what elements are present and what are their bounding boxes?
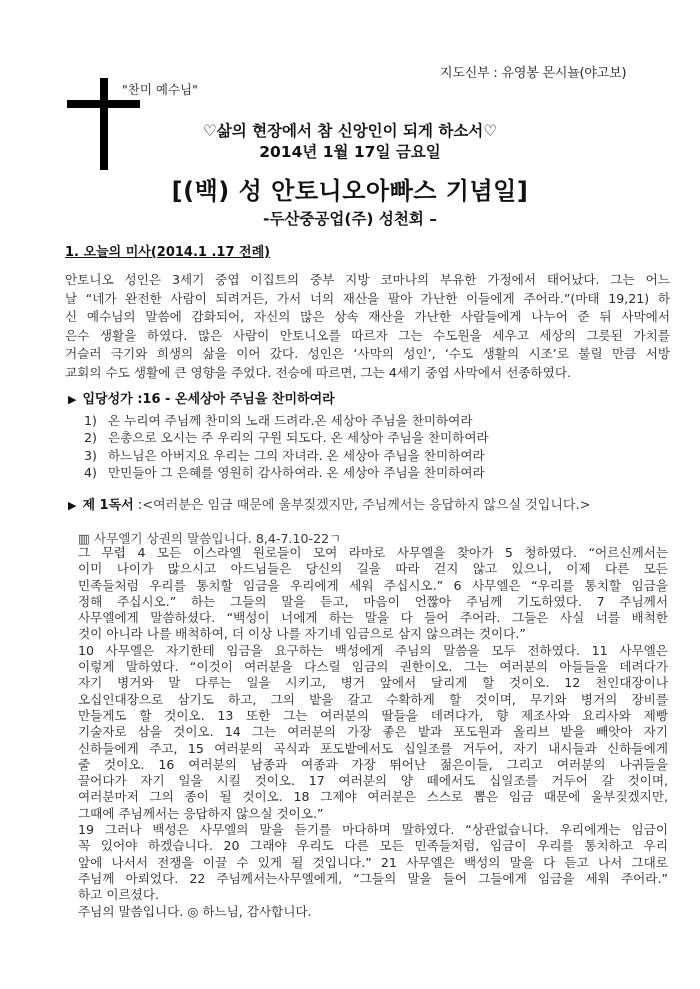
hymn-verse: [84, 429, 489, 446]
verse-text: 은총으로 오시는 주 우리의 구원 되도다. 온 세상아 주님을 찬미하여라: [108, 430, 489, 446]
reading-line: 사무엘에게 말씀하셨다. “백성이 너에게 하는 말을 다 들어 주어라. 그들은 사실 너를 배척한: [78, 610, 668, 626]
reading-line: 것이 아니라 나를 배척하여, 더 이상 나를 자기네 임금으로 삼지 않으려는 것이다.”: [78, 626, 526, 642]
reading-line: 그때에 주님께서는 응답하지 않으실 것이오.”: [78, 805, 324, 821]
reading-line: 19 그러나 백성은 사무엘의 말을 듣기를 마다하며 말하였다. “상관없습니다. 우리에게는 임금이: [78, 822, 668, 838]
reading-line: 민족들처럼 우리를 통치할 임금을 우리에게 세워 주십시오.” 6 사무엘은 “우리를 통치할 임금을: [78, 577, 668, 593]
reading-line: 여러분마저 그의 종이 될 것이오. 18 그제야 여러분은 스스로 뽑은 임금 때문에 울부짖겠지만,: [78, 789, 668, 805]
first-reading-heading: [68, 494, 591, 513]
triangle-bullet-icon: ▶: [68, 393, 77, 406]
reading-line: 자기 병거와 말 다루는 일을 시키고, 병거 앞에서 달리게 할 것이오. 12 천인대장이나: [78, 675, 668, 691]
intro-line: 은수 생활을 하였다. 많은 사람이 안토니오를 따르자 그는 수도원을 세우고 세상의 그릇된 가치를: [65, 327, 670, 343]
intro-line: 신 예수님의 말씀에 감화되어, 자신의 많은 상속 재산을 가난한 사람들에게 나누어 준 뒤 사막에서: [65, 309, 670, 324]
reading-line: 주님께 아뢰었다. 22 주님께서는사무엘에게, “그들의 말을 들어 그들에게 임금을 세워 주어라.”: [78, 870, 668, 886]
separator: :: [133, 498, 143, 513]
reading-line: 신하들에게 주고, 15 여러분의 곡식과 포도밭에서도 십일조를 거두어, 자기 내시들과 신하들에게: [78, 740, 668, 756]
cross-icon-crossbar: [67, 100, 140, 108]
reading-source-text: 사무엘기 상권의 말씀입니다. 8,4-7.10-22ㄱ: [93, 531, 342, 546]
reading-line: 하고 이르셨다.: [78, 887, 159, 903]
verse-number: 3): [84, 447, 97, 463]
organization-subtitle: -두산중공업(주) 성천회 –: [263, 210, 437, 228]
reading-line: 이렇게 말하였다. “이것이 여러분을 다스릴 임금의 권한이오. 그는 여러분의 아들들을 데려다가: [78, 659, 668, 675]
reading-line: 끌어다가 자기 일을 시킬 것이오. 17 여러분의 양 떼에서도 십일조를 거두어 갈 것이며,: [78, 773, 668, 789]
reading-line: 정해 주십시오.” 하는 그들의 말을 듣고, 마음이 언짢아 주님께 기도하였다. 7 주님께서: [78, 593, 668, 609]
entrance-hymn-title: 입당성가 :16 - 온세상아 주님을 찬미하여라: [82, 392, 335, 407]
verse-text: 온 누리여 주님께 찬미의 노래 드려라.온 세상아 주님을 찬미하여라: [108, 413, 473, 428]
hymn-verse: [84, 447, 489, 464]
reading-line: 앞에 나서서 전쟁을 이끌 수 있게 될 것입니다.” 21 사무엘은 백성의 말을 다 듣고 나서 그대로: [78, 854, 668, 870]
feast-title: [(백) 성 안토니오아빠스 기념일]: [171, 177, 529, 205]
triangle-bullet-icon: ▶: [68, 499, 77, 512]
intro-line: 날 “네가 완전한 사람이 되려거든, 가서 너의 재산을 팔아 가난한 이들에게 주어라.”(마태 19,21) 하: [65, 290, 670, 306]
date-title: 2014년 1월 17일 금요일: [259, 143, 441, 161]
reading-line: 기술자로 삼을 것이오. 14 그는 여러분의 가장 좋은 밭과 포도원과 올리브 밭을 빼앗아 자기: [78, 724, 668, 740]
reading-line: 이미 나이가 많으시고 아드님들은 당신의 길을 따라 걷지 않고 있으니, 이제 다른 모든: [78, 561, 668, 577]
verse-number: 2): [84, 430, 97, 446]
verse-number: 4): [84, 465, 97, 481]
first-reading-label: 제 1독서: [82, 498, 134, 513]
intro-line: 거슬러 극기와 희생의 삶을 이어 갔다. 성인은 ‘사막의 성인’, ‘수도 생활의 시조’로 불릴 만큼 서방: [65, 346, 670, 361]
reading-line: 그 무렵 4 모든 이스라엘 원로들이 모여 라마로 사무엘을 찾아가 5 청하였다. “어르신께서는: [78, 545, 668, 560]
first-reading-text: [78, 545, 668, 920]
reading-line: 만들게도 할 것이오. 13 또한 그는 여러분의 딸들을 데려다가, 향 제조사와 요리사와 제빵: [78, 707, 668, 723]
hymn-verse: [84, 412, 489, 429]
priest-director-label: 지도신부 : 유영봉 몬시뇰(야고보): [440, 66, 627, 81]
intro-line: 안토니오 성인은 3세기 중엽 이집트의 중부 지방 코마나의 부유한 가정에서 태어났다. 그는 어느: [65, 272, 670, 287]
intro-line: 교회의 수도 생활에 큰 영향을 주었다. 전승에 따르면, 그는 4세기 중엽 사막에서 선종하였다.: [65, 364, 572, 380]
verse-text: 하느님은 아버지요 우리는 그의 자녀라. 온 세상아 주님을 찬미하여라: [108, 447, 485, 463]
reading-line: 오십인대장으로 삼기도 하고, 그의 밭을 갈고 수확하게 할 것이며, 무기와 병거의 장비를: [78, 691, 668, 707]
reading-line: 줄 것이오. 16 여러분의 남종과 여종과 가장 뛰어난 젊은이들, 그리고 여러분의 나귀들을: [78, 756, 668, 772]
section-heading-todays-mass: 1. 오늘의 미사(2014.1 .17 전례): [65, 245, 271, 260]
reading-line: 10 사무엘은 자기한테 임금을 요구하는 백성에게 주님의 말씀을 모두 전하였다. 11 사무엘은: [78, 642, 668, 658]
motto-text: "찬미 예수님": [122, 82, 198, 97]
saint-introduction-paragraph: [65, 271, 670, 382]
verse-number: 1): [84, 413, 97, 428]
book-icon: ▥: [78, 531, 90, 546]
hymn-verse: [84, 464, 489, 481]
first-reading-summary: <여러분은 임금 때문에 울부짖겠지만, 주님께서는 응답하지 않으실 것입니다.>: [142, 498, 591, 513]
verse-text: 만민들아 그 은혜를 영원히 감사하여라. 온 세상아 주님을 찬미하여라: [108, 465, 485, 481]
hymn-verse-list: [84, 412, 489, 482]
entrance-hymn-heading: [68, 388, 335, 407]
slogan-title: ♡삶의 현장에서 참 신앙인이 되게 하소서♡: [202, 122, 498, 140]
reading-line: 꼭 있어야 하겠습니다. 20 그래야 우리도 다른 모든 민족들처럼, 임금이 우리를 통치하고 우리: [78, 838, 668, 854]
reading-response: 주님의 말씀입니다. ◎ 하느님, 감사합니다.: [78, 903, 312, 919]
